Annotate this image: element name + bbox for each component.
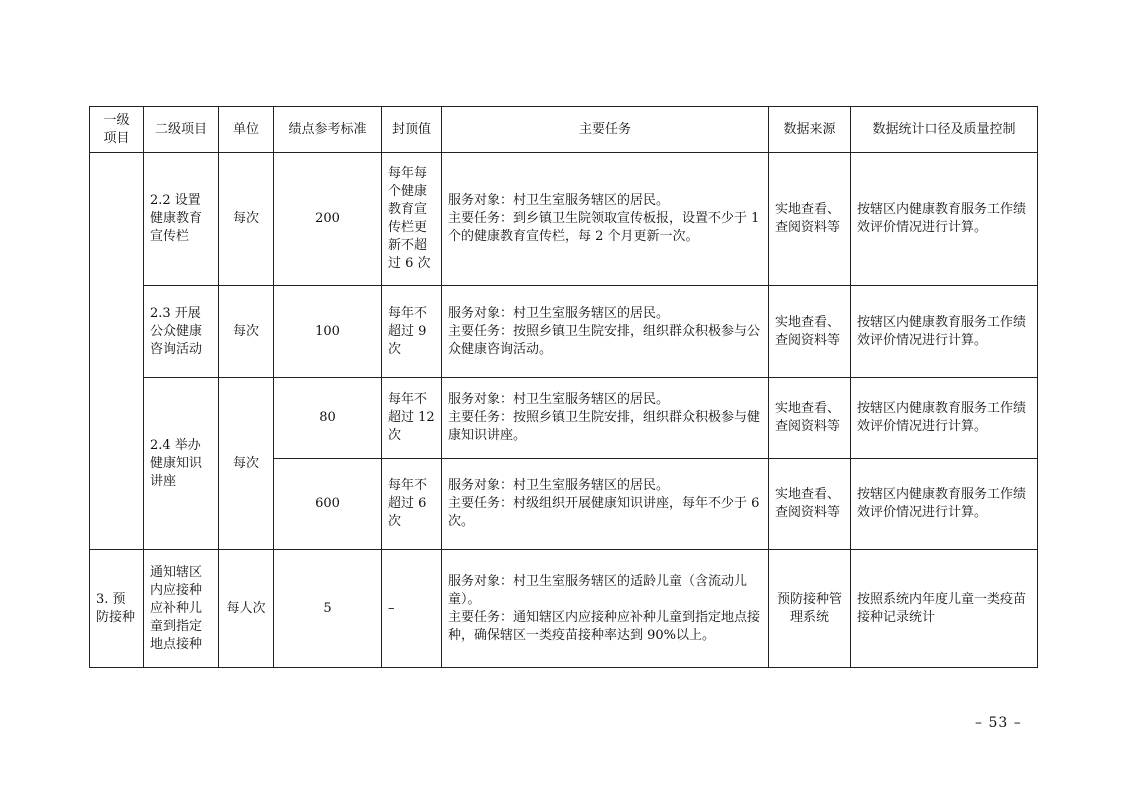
table-row bbox=[90, 550, 1038, 668]
points-cell: 600 bbox=[274, 459, 382, 550]
cap-cell: 每年不超过 12 次 bbox=[382, 378, 442, 459]
table-row bbox=[90, 378, 1038, 459]
source-cell: 实地查看、查阅资料等 bbox=[769, 378, 851, 459]
header-quality: 数据统计口径及质量控制 bbox=[851, 107, 1038, 153]
task-cell bbox=[442, 550, 769, 668]
task-cell bbox=[442, 286, 769, 378]
unit-cell: 每次 bbox=[219, 378, 274, 550]
task-cell bbox=[442, 459, 769, 550]
unit-cell: 每人次 bbox=[219, 550, 274, 668]
points-cell: 5 bbox=[274, 550, 382, 668]
quality-cell: 按辖区内健康教育服务工作绩效评价情况进行计算。 bbox=[851, 286, 1038, 378]
performance-table bbox=[89, 106, 1038, 668]
source-cell: 预防接种管理系统 bbox=[769, 550, 851, 668]
cap-cell: – bbox=[382, 550, 442, 668]
task-line: 主要任务：村级组织开展健康知识讲座，每年不少于 6 次。 bbox=[448, 496, 760, 529]
task-cell bbox=[442, 153, 769, 286]
task-line: 服务对象：村卫生室服务辖区的居民。 bbox=[448, 305, 670, 321]
task-line: 服务对象：村卫生室服务辖区的居民。 bbox=[448, 478, 670, 493]
task-line: 主要任务：按照乡镇卫生院安排，组织群众积极参与健康知识讲座。 bbox=[448, 410, 761, 443]
source-cell: 实地查看、查阅资料等 bbox=[769, 286, 851, 378]
header-task: 主要任务 bbox=[442, 107, 769, 153]
unit-cell: 每次 bbox=[219, 286, 274, 378]
header-level2: 二级项目 bbox=[144, 107, 219, 153]
points-cell: 200 bbox=[274, 153, 382, 286]
page-number: – 53 – bbox=[975, 715, 1022, 731]
task-line: 服务对象：村卫生室服务辖区的适龄儿童（含流动儿童）。 bbox=[448, 573, 748, 607]
task-line: 主要任务：按照乡镇卫生院安排，组织群众积极参与公众健康咨询活动。 bbox=[448, 323, 761, 357]
table-header-row bbox=[90, 107, 1038, 153]
header-points: 绩点参考标准 bbox=[274, 107, 382, 153]
header-source: 数据来源 bbox=[769, 107, 851, 153]
cap-cell: 每年不超过 9 次 bbox=[382, 286, 442, 378]
level2-cell: 2.3 开展公众健康咨询活动 bbox=[144, 286, 219, 378]
quality-cell: 按辖区内健康教育服务工作绩效评价情况进行计算。 bbox=[851, 459, 1038, 550]
quality-cell: 按照系统内年度儿童一类疫苗接种记录统计 bbox=[851, 550, 1038, 668]
cap-cell: 每年每个健康教育宣传栏更新不超过 6 次 bbox=[382, 153, 442, 286]
task-line: 主要任务：通知辖区内应接种应补种儿童到指定地点接种，确保辖区一类疫苗接种率达到 90%以上。 bbox=[448, 609, 761, 643]
source-cell: 实地查看、查阅资料等 bbox=[769, 459, 851, 550]
task-line: 服务对象：村卫生室服务辖区的居民。 bbox=[448, 392, 670, 407]
points-cell: 100 bbox=[274, 286, 382, 378]
header-unit: 单位 bbox=[219, 107, 274, 153]
quality-cell: 按辖区内健康教育服务工作绩效评价情况进行计算。 bbox=[851, 378, 1038, 459]
points-cell: 80 bbox=[274, 378, 382, 459]
table-row bbox=[90, 286, 1038, 378]
task-cell bbox=[442, 378, 769, 459]
level1-cell: 3. 预防接种 bbox=[90, 550, 144, 668]
task-line: 服务对象：村卫生室服务辖区的居民。 bbox=[448, 193, 670, 208]
level2-cell: 通知辖区内应接种应补种儿童到指定地点接种 bbox=[144, 550, 219, 668]
unit-cell: 每次 bbox=[219, 153, 274, 286]
header-cap: 封顶值 bbox=[382, 107, 442, 153]
level1-cell bbox=[90, 153, 144, 550]
quality-cell: 按辖区内健康教育服务工作绩效评价情况进行计算。 bbox=[851, 153, 1038, 286]
header-level1: 一级项目 bbox=[90, 107, 144, 153]
cap-cell: 每年不超过 6 次 bbox=[382, 459, 442, 550]
task-line: 主要任务：到乡镇卫生院领取宣传板报，设置不少于 1 个的健康教育宣传栏，每 2 个月更新一次。 bbox=[448, 211, 760, 244]
level2-cell: 2.2 设置健康教育宣传栏 bbox=[144, 153, 219, 286]
source-cell: 实地查看、查阅资料等 bbox=[769, 153, 851, 286]
table-row bbox=[90, 153, 1038, 286]
level2-cell: 2.4 举办健康知识讲座 bbox=[144, 378, 219, 550]
